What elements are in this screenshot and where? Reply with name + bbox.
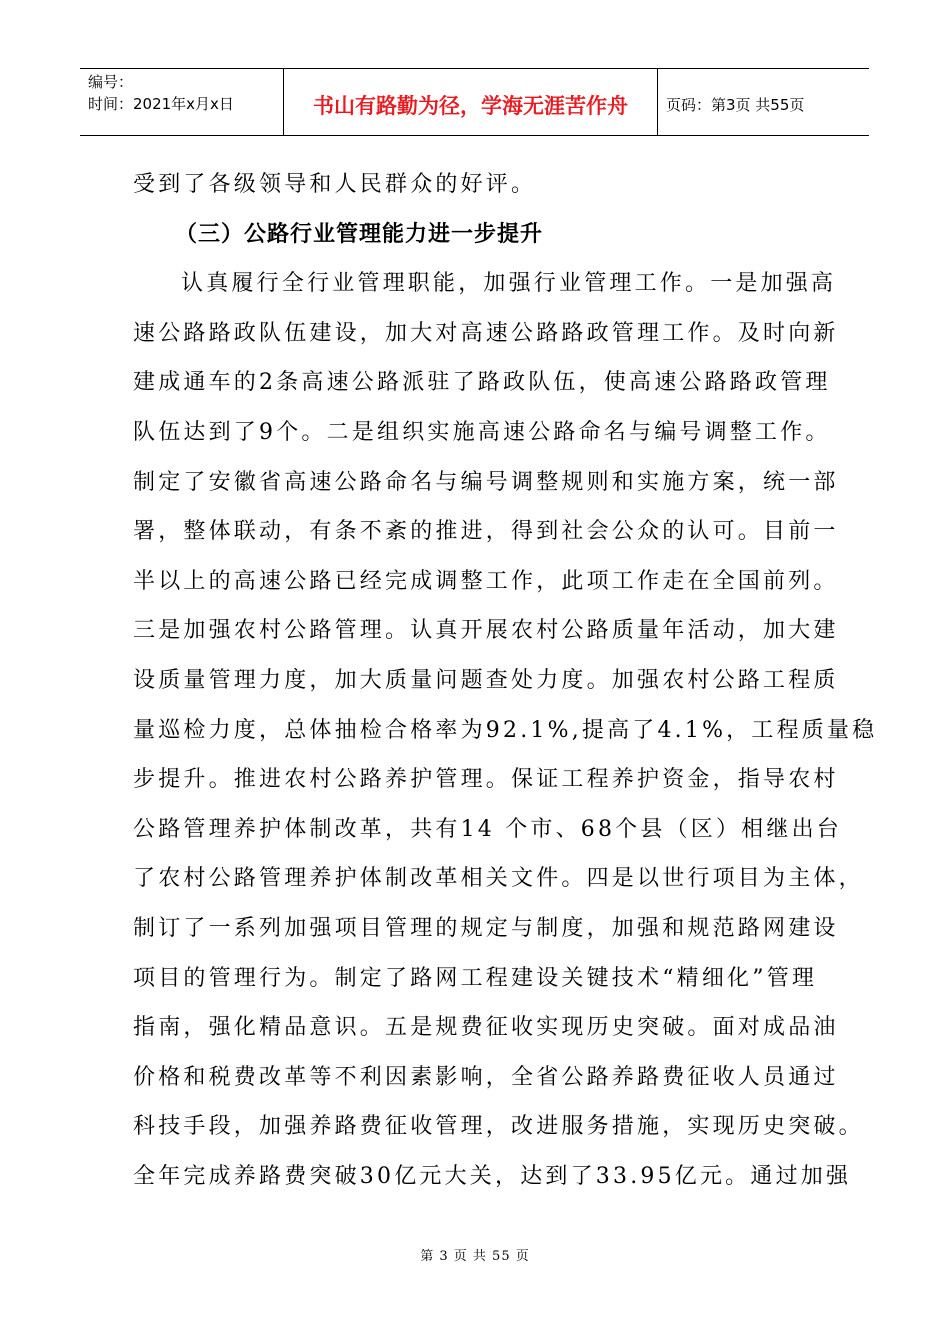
body-line: 公路管理养护体制改革，共有14 个市、68个县（区）相继出台 <box>133 816 842 842</box>
header-meta-cell <box>80 69 284 135</box>
body-line: 制定了安徽省高速公路命名与编号调整规则和实施方案，统一部 <box>133 469 839 495</box>
header-number-label: 编号： <box>88 73 134 91</box>
page-footer: 第 3 页 共 55 页 <box>420 1249 530 1264</box>
body-line: 量巡检力度，总体抽检合格率为92.1%,提高了4.1%，工程质量稳 <box>133 717 878 743</box>
body-line: 设质量管理力度，加大质量问题查处力度。加强农村公路工程质 <box>133 667 839 693</box>
header-motto: 书山有路勤为径，学海无涯苦作舟 <box>284 69 658 135</box>
body-line: 建成通车的2条高速公路派驻了路政队伍，使高速公路路政管理 <box>133 370 831 396</box>
document-body <box>133 160 878 1201</box>
body-line: 认真履行全行业管理职能，加强行业管理工作。一是加强高 <box>181 271 837 297</box>
header-page-code: 页码：第3页 共55页 <box>666 95 805 114</box>
body-line: 受到了各级领导和人民群众的好评。 <box>133 172 537 197</box>
body-line: 队伍达到了9个。二是组织实施高速公路命名与编号调整工作。 <box>133 419 831 445</box>
body-line: 制订了一系列加强项目管理的规定与制度，加强和规范路网建设 <box>133 915 839 941</box>
body-line: 指南，强化精品意识。五是规费征收实现历史突破。面对成品油 <box>133 1015 839 1041</box>
body-line: 价格和税费改革等不利因素影响，全省公路养路费征收人员通过 <box>133 1064 839 1090</box>
body-line: 了农村公路管理养护体制改革相关文件。四是以世行项目为主体， <box>133 866 864 892</box>
section-heading: （三）公路行业管理能力进一步提升 <box>175 221 544 247</box>
body-line: 半以上的高速公路已经完成调整工作，此项工作走在全国前列。 <box>133 568 839 594</box>
body-line: 速公路路政队伍建设，加大对高速公路路政管理工作。及时向新 <box>133 320 839 346</box>
body-line: 项目的管理行为。制定了路网工程建设关键技术“精细化”管理 <box>133 965 818 991</box>
body-line: 全年完成养路费突破30亿元大关，达到了33.95亿元。通过加强 <box>133 1163 852 1189</box>
body-line: 三是加强农村公路管理。认真开展农村公路质量年活动，加大建 <box>133 618 839 644</box>
body-line: 步提升。推进农村公路养护管理。保证工程养护资金，指导农村 <box>133 767 839 793</box>
header-time-label: 时间：2021年x月x日 <box>88 95 234 113</box>
body-line: 科技手段，加强养路费征收管理，改进服务措施，实现历史突破。 <box>133 1114 864 1140</box>
body-line: 署，整体联动，有条不紊的推进，得到社会公众的认可。目前一 <box>133 519 839 545</box>
page-header <box>80 68 869 136</box>
